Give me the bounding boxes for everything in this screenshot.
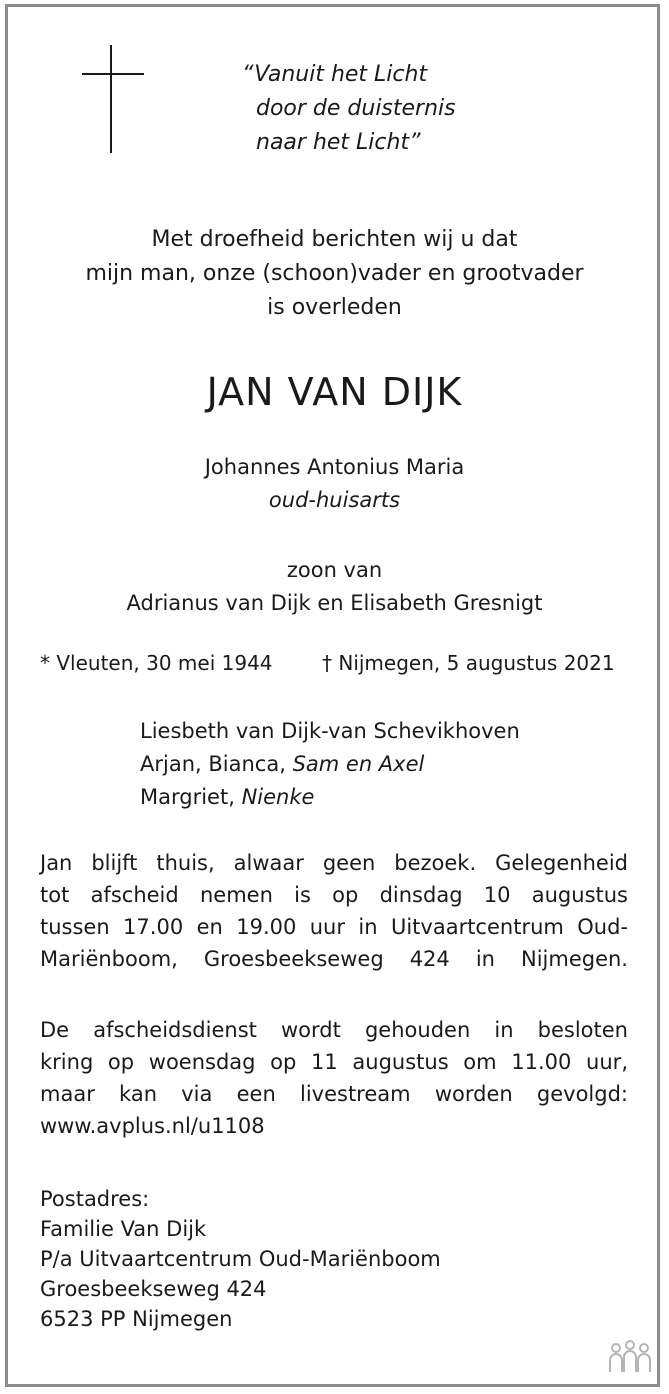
birth-info: * Vleuten, 30 mei 1944 xyxy=(40,651,273,675)
postal-address xyxy=(40,1184,441,1334)
quote-line-3: naar het Licht” xyxy=(256,130,421,155)
address-line-3: Groesbeekseweg 424 xyxy=(40,1277,267,1301)
livestream-link[interactable]: www.avplus.nl/u1108 xyxy=(40,1114,265,1138)
visit-line-4: Mariënboom, Groesbeekseweg 424 in Nijmegen. xyxy=(40,947,628,971)
deceased-profession: oud-huisarts xyxy=(268,488,401,512)
service-line-1: De afscheidsdienst wordt gehouden in besloten xyxy=(40,1018,628,1042)
intro-line-2: mijn man, onze (schoon)vader en grootvader xyxy=(85,261,584,286)
parents: Adrianus van Dijk en Elisabeth Gresnigt xyxy=(126,591,543,615)
family-line-3 xyxy=(140,781,314,813)
cross-horizontal-bar xyxy=(82,73,144,75)
quote-line-2: door de duisternis xyxy=(256,96,456,121)
death-info: † Nijmegen, 5 augustus 2021 xyxy=(322,651,615,675)
family-line-1: Liesbeth van Dijk-van Schevikhoven xyxy=(140,719,520,743)
family-line-2-names: Arjan, Bianca, xyxy=(140,752,293,776)
address-line-2: P/a Uitvaartcentrum Oud-Mariënboom xyxy=(40,1247,441,1271)
family-line-3-names: Margriet, xyxy=(140,785,242,809)
address-label: Postadres: xyxy=(40,1187,150,1211)
son-of-label: zoon van xyxy=(286,558,383,582)
people-logo-icon xyxy=(607,1338,653,1378)
deceased-name: JAN VAN DIJK xyxy=(206,370,463,414)
notice-border xyxy=(5,4,660,1387)
service-line-2: kring op woensdag op 11 augustus om 11.00 uur, xyxy=(40,1050,628,1074)
family-line-2-grandchildren: Sam en Axel xyxy=(292,752,425,776)
visit-line-3: tussen 17.00 en 19.00 uur in Uitvaartcentrum Oud- xyxy=(40,915,628,939)
visit-line-1: Jan blijft thuis, alwaar geen bezoek. Gelegenheid xyxy=(40,851,628,875)
deceased-full-name: Johannes Antonius Maria xyxy=(204,455,465,479)
visit-line-2: tot afscheid nemen is op dinsdag 10 augustus xyxy=(40,883,628,907)
address-line-4: 6523 PP Nijmegen xyxy=(40,1307,233,1331)
service-line-3: maar kan via een livestream worden gevolgd: xyxy=(40,1082,628,1106)
intro-line-3: is overleden xyxy=(267,295,402,320)
cross-vertical-bar xyxy=(110,45,112,153)
service-paragraph xyxy=(40,1014,628,1142)
quote-line-1: “Vanuit het Licht xyxy=(242,62,428,87)
family-line-3-grandchildren: Nienke xyxy=(241,785,315,809)
address-line-1: Familie Van Dijk xyxy=(40,1217,207,1241)
intro-line-1: Met droefheid berichten wij u dat xyxy=(151,227,518,252)
visitation-paragraph xyxy=(40,847,628,975)
family-line-2 xyxy=(140,748,424,780)
